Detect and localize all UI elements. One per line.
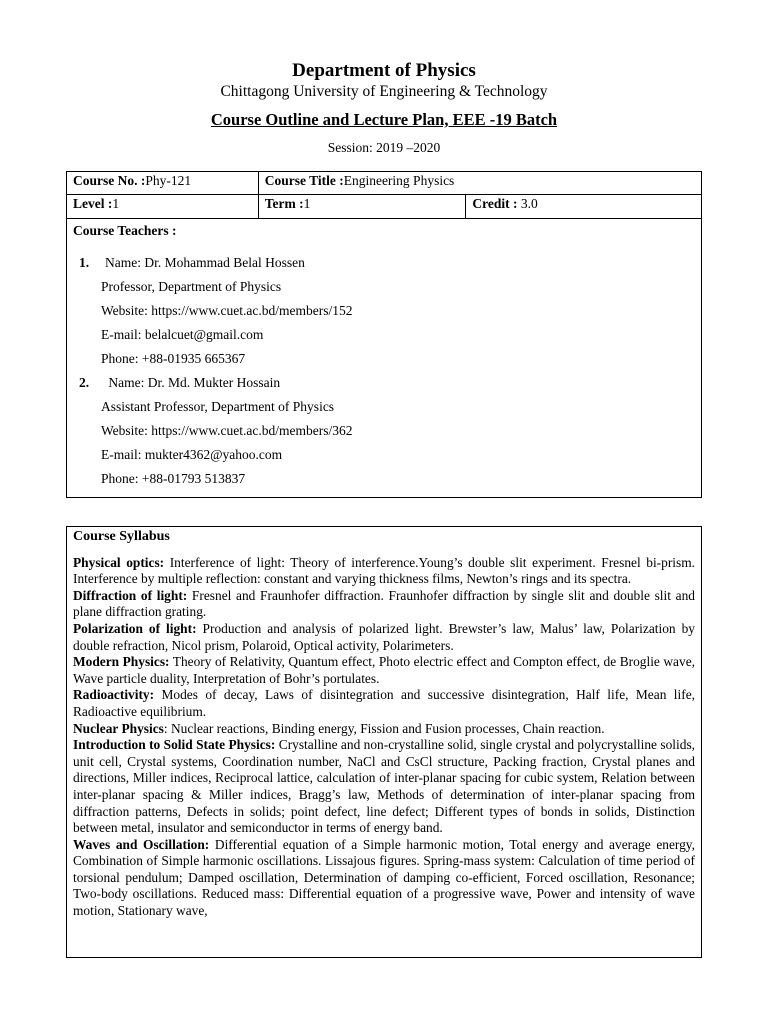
- credit-value: 3.0: [520, 196, 538, 211]
- teacher-position: Professor, Department of Physics: [101, 279, 282, 294]
- topic-title: Nuclear Physics: [73, 720, 164, 736]
- syllabus-topic: [73, 737, 695, 837]
- topic-text: Modes of decay, Laws of disintegration and successive disintegration, Half life, Mean life, Radioactive equilibrium.: [73, 687, 695, 719]
- topic-title: Introduction to Solid State Physics:: [73, 737, 276, 753]
- department-title: Department of Physics: [292, 60, 476, 81]
- plan-title: Course Outline and Lecture Plan, EEE -19 Batch: [210, 110, 558, 129]
- course-no-cell: [67, 172, 259, 195]
- topic-title: Physical optics:: [73, 554, 165, 570]
- syllabus-box: [66, 526, 702, 958]
- syllabus-topic: [73, 588, 695, 621]
- course-info-table: [66, 171, 702, 498]
- teacher-list: [73, 251, 695, 491]
- topic-text: Differential equation of a Simple harmonic motion, Total energy and average energy, Combination of Simple harmonic oscillations. Lissajous figures. Spring-mass system: Calculation of time period of torsional pendulum; Damped oscillation, Determination of damping co-efficient, Forced oscillation, Resonance; Two-body oscillations. Reduced mass: Differential equation of a progressive wave, Power and intensity of wave motion, Stationary wave,: [73, 836, 695, 919]
- teacher-phone: Phone: +88-01935 665367: [101, 351, 246, 366]
- syllabus-topic: [73, 837, 695, 920]
- teacher-website: Website: https://www.cuet.ac.bd/members/152: [101, 303, 353, 318]
- teacher-phone: Phone: +88-01793 513837: [101, 471, 246, 486]
- topic-text: Fresnel and Fraunhofer diffraction. Fraunhofer diffraction by single slit and double slit and plane diffraction grating.: [73, 587, 695, 620]
- syllabus-topic: [73, 721, 695, 738]
- university-name: Chittagong University of Engineering & Technology: [220, 83, 548, 100]
- topic-title: Radioactivity:: [73, 687, 155, 703]
- topic-text: Crystalline and non-crystalline solid, single crystal and polycrystalline solids, unit cell, Crystal systems, Coordination number, NaCl and CsCl structure, Packing fraction, Crystal planes and directions, Miller indices, Reciprocal lattice, calculation of inter-planar spacing for cubic system, Relation between inter-planar spacing & Miller indices, Bragg’s law, Methods of determination of inter-planar spacing from diffraction patterns, Defects in solids; point defect, line defect; Different types of bonds in solids, Distinction between metal, insulator and semiconductor in terms of energy band.: [73, 737, 696, 836]
- teacher-number: 2.: [79, 375, 90, 390]
- credit-label: Credit :: [472, 196, 521, 211]
- teacher-name: Name: Dr. Mohammad Belal Hossen: [105, 255, 305, 270]
- credit-cell: [466, 195, 702, 219]
- topic-title: Waves and Oscillation:: [73, 836, 210, 852]
- session-text: Session: 2019 –2020: [327, 140, 441, 155]
- topic-text: Theory of Relativity, Quantum effect, Photo electric effect and Compton effect, de Broglie wave, Wave particle duality, Interpretation of Bohr’s portulates.: [73, 654, 695, 686]
- teacher-number: 1.: [79, 255, 90, 270]
- topic-title: Diffraction of light:: [73, 587, 188, 603]
- teachers-label: Course Teachers :: [73, 223, 177, 238]
- syllabus-topic: [73, 687, 695, 720]
- syllabus-topic: [73, 555, 695, 588]
- teacher-item: [79, 371, 695, 491]
- teacher-name: Name: Dr. Md. Mukter Hossain: [105, 375, 281, 390]
- level-cell: [67, 195, 259, 219]
- course-no-label: Course No. :: [73, 173, 146, 188]
- level-value: 1: [112, 196, 120, 211]
- course-title-value: Engineering Physics: [343, 173, 455, 188]
- teacher-item: [79, 251, 695, 371]
- topic-text: Production and analysis of polarized light. Brewster’s law, Malus’ law, Polarization by double refraction, Nicol prism, Polaroid, Optical activity, Polarimeters.: [73, 620, 695, 653]
- term-cell: [258, 195, 466, 219]
- topic-title: Polarization of light:: [73, 620, 197, 636]
- syllabus-topic: [73, 654, 695, 687]
- teachers-cell: [67, 219, 702, 498]
- level-label: Level :: [73, 196, 113, 211]
- topic-text: Interference of light: Theory of interference.Young’s double slit experiment. Fresnel bi-prism. Interference by multiple reflection: constant and varying thickness films, Newton’s rings and its spectra.: [73, 554, 695, 587]
- teacher-website: Website: https://www.cuet.ac.bd/members/362: [101, 423, 353, 438]
- teacher-email: E-mail: belalcuet@gmail.com: [101, 327, 264, 342]
- teacher-email: E-mail: mukter4362@yahoo.com: [101, 447, 283, 462]
- syllabus-title: Course Syllabus: [73, 529, 170, 544]
- topic-title: Modern Physics:: [73, 654, 170, 670]
- course-title-cell: [258, 172, 701, 195]
- term-value: 1: [303, 196, 311, 211]
- course-title-label: Course Title :: [264, 173, 344, 188]
- syllabus-topic: [73, 621, 695, 654]
- term-label: Term :: [264, 196, 304, 211]
- topic-text: : Nuclear reactions, Binding energy, Fission and Fusion processes, Chain reaction.: [163, 720, 605, 736]
- teacher-position: Assistant Professor, Department of Physics: [101, 399, 335, 414]
- course-no-value: Phy-121: [145, 173, 192, 188]
